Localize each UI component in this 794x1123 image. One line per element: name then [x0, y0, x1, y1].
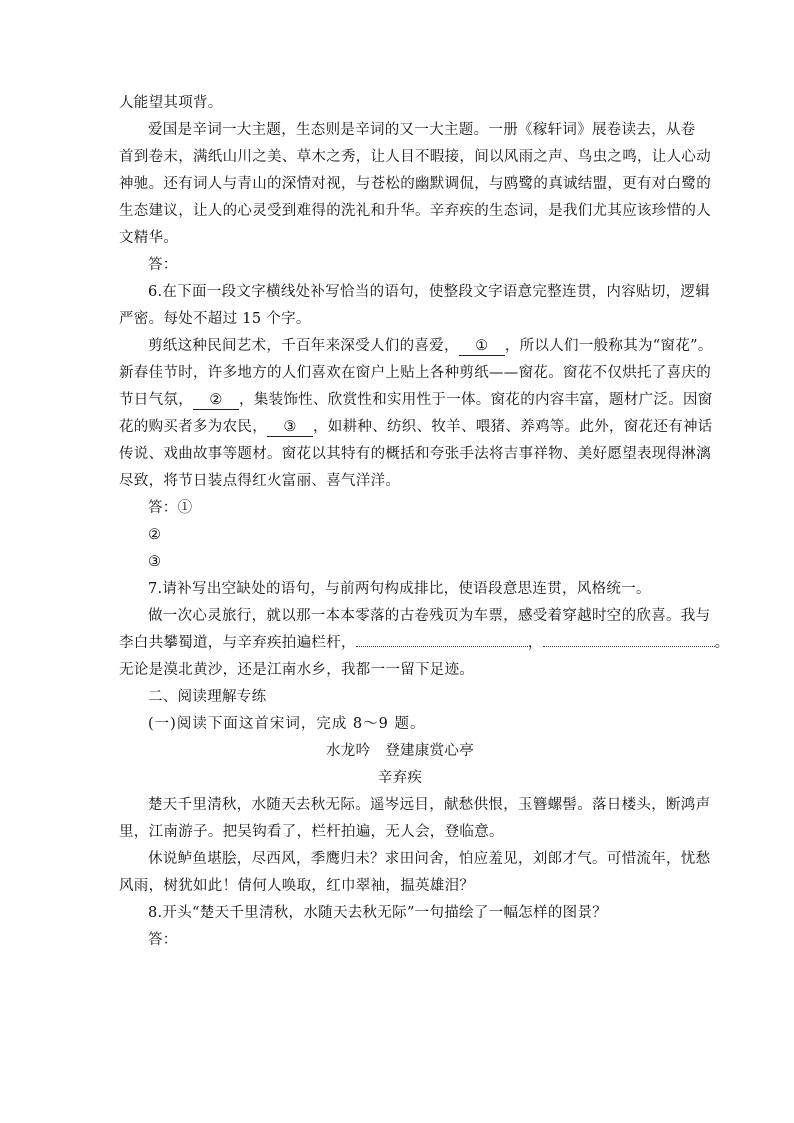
poem-body: [119, 792, 711, 900]
answer-6: [119, 495, 681, 576]
text-segment: 李白共攀蜀道，与辛弃疾拍遍栏杆，: [119, 635, 356, 651]
document-page: [119, 90, 730, 954]
dotted-blank-1: [356, 632, 528, 647]
blank-1: ①: [459, 337, 505, 356]
paragraph-line: 传说、戏曲故事等题材。窗花以其特有的概括和夸张手法将吉事祥物、美好愿望表现得淋漓: [119, 446, 711, 462]
question-8: 8.开头“楚天千里清秋，水随天去秋无际”一句描绘了一幅怎样的图景？: [148, 905, 608, 921]
answer-line: ③: [148, 554, 162, 570]
text-segment: 节日气氛，: [119, 392, 193, 408]
subsection-heading: (一)阅读下面这首宋词，完成 8～9 题。: [148, 716, 426, 732]
question-7: 7.请补写出空缺处的语句，与前两句构成排比，使语段意思连贯，风格统一。: [148, 581, 651, 597]
question-line: 6.在下面一段文字横线处补写恰当的语句，使整段文字语意完整连贯，内容贴切，逻辑: [148, 284, 711, 300]
blank-3: ③: [267, 418, 313, 437]
paragraph-line: 生态建议，让人的心灵受到难得的洗礼和升华。辛弃疾的生态词，是我们尤其应该珍惜的人: [119, 203, 711, 219]
answer-line: 答：①: [148, 500, 193, 516]
poem-line: 楚天千里清秋，水随天去秋无际。遥岑远目，献愁供恨，玉簪螺髻。落日楼头，断鸿声: [148, 797, 711, 813]
text-segment: ，集装饰性、欣赏性和实用性于一体。窗花的内容丰富，题材广泛。因窗: [239, 392, 713, 408]
question-line: 严密。每处不超过 15 个字。: [119, 311, 311, 327]
poem-author: 辛弃疾: [377, 770, 423, 786]
section-heading: 二、阅读理解专练: [148, 689, 267, 705]
end-mark: 。: [714, 635, 730, 651]
text-segment: ，所以人们一般称其为“窗花”。: [504, 338, 713, 354]
paragraph-continuation: 人能望其项背。: [119, 95, 223, 111]
separator: ，: [527, 635, 543, 651]
text-segment: 花的购买者多为农民，: [119, 419, 267, 435]
poem-line: 休说鲈鱼堪脍，尽西风，季鹰归未？求田问舍，怕应羞见，刘郎才气。可惜流年，忧愁: [148, 851, 711, 867]
paragraph-journey: [119, 603, 730, 684]
paragraph-line: 做一次心灵旅行，就以那一本本零落的古卷残页为车票，感受着穿越时空的欣喜。我与: [148, 608, 711, 624]
paragraph-paper-cutting: [119, 333, 713, 495]
paragraph-line: 神驰。还有词人与青山的深情对视，与苍松的幽默调侃，与鸥鹭的真诚结盟，更有对白鹭的: [119, 176, 711, 192]
paragraph-ecology: [119, 117, 711, 252]
poem-line: 风雨，树犹如此！倩何人唤取，红巾翠袖，揾英雄泪？: [119, 878, 475, 894]
answer-label: 答：: [148, 932, 178, 948]
paragraph-line: 无论是漠北黄沙，还是江南水乡，我都一一留下足迹。: [119, 662, 475, 678]
paragraph-line: 爱国是辛词一大主题，生态则是辛词的又一大主题。一册《稼轩词》展卷读去，从卷: [148, 122, 696, 138]
question-6: [119, 279, 711, 333]
answer-label: 答：: [148, 257, 178, 273]
poem-line: 里，江南游子。把吴钩看了，栏杆拍遍，无人会，登临意。: [119, 824, 504, 840]
paragraph-line: 新春佳节时，许多地方的人们喜欢在窗户上贴上各种剪纸——窗花。窗花不仅烘托了喜庆的: [119, 365, 711, 381]
paragraph-line: [119, 630, 730, 657]
paragraph-line: [119, 333, 713, 360]
paragraph-line: 首到卷末，满纸山川之美、草木之秀，让人目不暇接，间以风雨之声、鸟虫之鸣，让人心动: [119, 149, 711, 165]
answer-line: ②: [148, 527, 162, 543]
poem-title: 水龙吟 登建康赏心亭: [326, 743, 474, 759]
paragraph-line: [119, 414, 713, 441]
blank-2: ②: [193, 391, 239, 410]
text-segment: 剪纸这种民间艺术，千百年来深受人们的喜爱，: [148, 338, 459, 354]
dotted-blank-2: [543, 632, 715, 647]
paragraph-line: [119, 387, 713, 414]
text-segment: ，如耕种、纺织、牧羊、喂猪、养鸡等。此外，窗花还有神话: [313, 419, 713, 435]
paragraph-line: 文精华。: [119, 230, 179, 246]
paragraph-line: 尽致，将节日装点得红火富丽、喜气洋洋。: [119, 473, 401, 489]
